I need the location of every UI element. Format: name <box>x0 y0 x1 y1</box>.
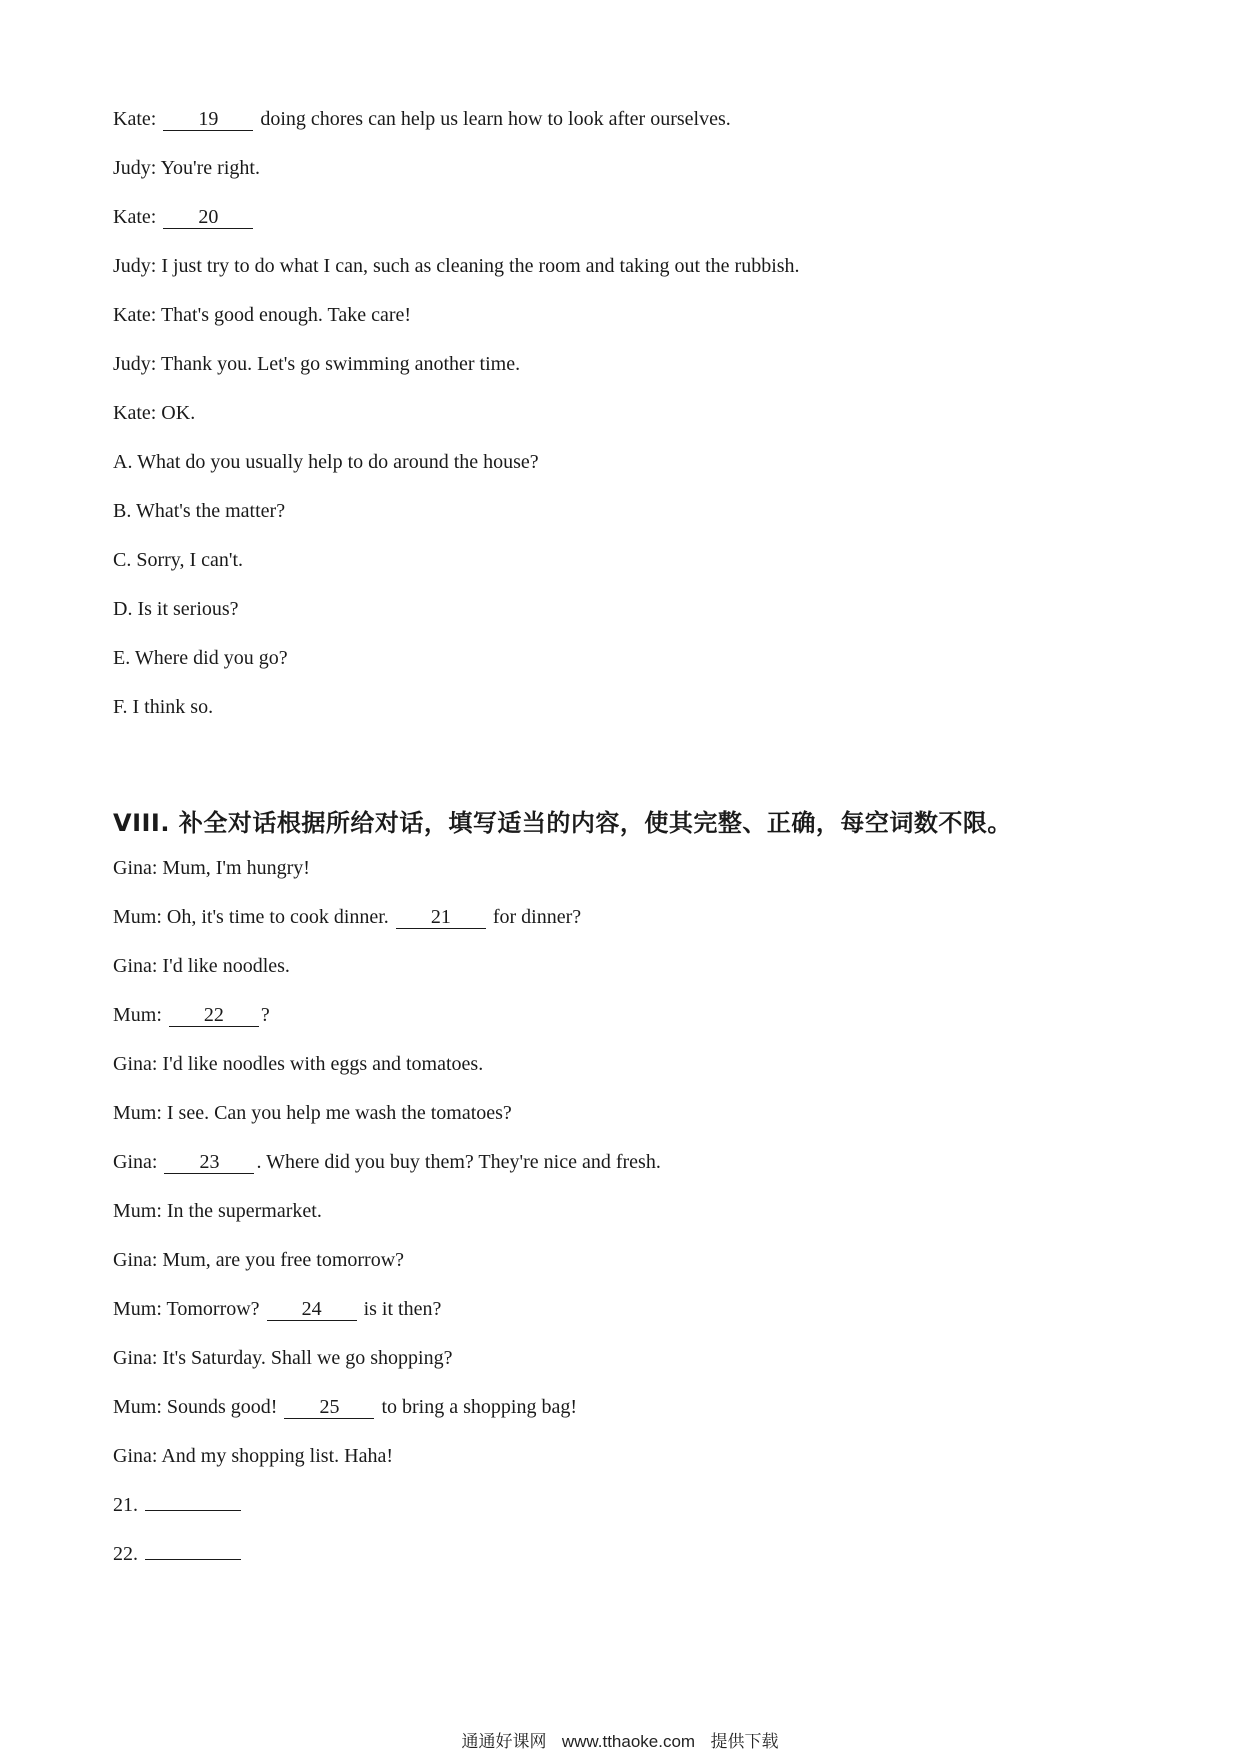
line-text: Mum: <box>113 1004 162 1026</box>
dialogue-line: Kate: OK. <box>113 402 196 424</box>
dialogue-line: Judy: You're right. <box>113 157 260 179</box>
dialogue-line <box>113 1149 661 1175</box>
blank-24: 24 <box>267 1298 357 1321</box>
dialogue-line <box>113 204 255 230</box>
line-text: Mum: Sounds good! <box>113 1396 278 1418</box>
blank-20: 20 <box>163 206 253 229</box>
speaker: Kate: <box>113 108 157 130</box>
option-e: E. Where did you go? <box>113 647 288 669</box>
line-text: for dinner? <box>492 906 582 928</box>
dialogue-line: Mum: I see. Can you help me wash the tomatoes? <box>113 1102 512 1124</box>
section-heading: VIII. 补全对话根据所给对话，填写适当的内容，使其完整、正确，每空词数不限。 <box>113 809 1012 837</box>
answer-number: 22. <box>113 1543 138 1565</box>
line-text: . Where did you buy them? They're nice and fresh. <box>256 1151 661 1173</box>
option-b: B. What's the matter? <box>113 500 286 522</box>
answer-line-21 <box>113 1492 243 1518</box>
answer-line-22 <box>113 1541 243 1567</box>
line-text: Gina: <box>113 1151 158 1173</box>
line-text: is it then? <box>363 1298 442 1320</box>
option-f: F. I think so. <box>113 696 214 718</box>
dialogue-line: Gina: I'd like noodles. <box>113 955 290 977</box>
dialogue-line: Mum: In the supermarket. <box>113 1200 322 1222</box>
blank-19: 19 <box>163 108 253 131</box>
page-footer <box>0 1727 1240 1752</box>
footer-site-name: 通通好课网 <box>461 1732 547 1752</box>
option-a: A. What do you usually help to do around the house? <box>113 451 539 473</box>
footer-download-text: 提供下载 <box>710 1732 779 1752</box>
dialogue-line: Gina: Mum, I'm hungry! <box>113 857 310 879</box>
answer-blank-22[interactable] <box>145 1559 241 1560</box>
answer-blank-21[interactable] <box>145 1510 241 1511</box>
blank-23: 23 <box>164 1151 254 1174</box>
dialogue-line <box>113 1394 577 1420</box>
speaker: Kate: <box>113 206 157 228</box>
dialogue-line <box>113 106 731 132</box>
option-c: C. Sorry, I can't. <box>113 549 244 571</box>
blank-22: 22 <box>169 1004 259 1027</box>
line-text: doing chores can help us learn how to look after ourselves. <box>260 108 731 130</box>
line-text: ? <box>260 1004 270 1026</box>
dialogue-line: Kate: That's good enough. Take care! <box>113 304 412 326</box>
line-text: to bring a shopping bag! <box>381 1396 577 1418</box>
dialogue-line: Gina: Mum, are you free tomorrow? <box>113 1249 405 1271</box>
line-text: Mum: Oh, it's time to cook dinner. <box>113 906 389 928</box>
footer-url[interactable]: www.tthaoke.com <box>561 1732 696 1751</box>
dialogue-line: Gina: And my shopping list. Haha! <box>113 1445 393 1467</box>
line-text: Mum: Tomorrow? <box>113 1298 260 1320</box>
dialogue-line: Gina: It's Saturday. Shall we go shopping? <box>113 1347 453 1369</box>
dialogue-line: Judy: Thank you. Let's go swimming another time. <box>113 353 521 375</box>
dialogue-line <box>113 904 581 930</box>
dialogue-line <box>113 1002 270 1028</box>
option-d: D. Is it serious? <box>113 598 239 620</box>
blank-25: 25 <box>284 1396 374 1419</box>
answer-number: 21. <box>113 1494 138 1516</box>
dialogue-line: Judy: I just try to do what I can, such as cleaning the room and taking out the rubbish. <box>113 255 800 277</box>
dialogue-line <box>113 1296 441 1322</box>
dialogue-line: Gina: I'd like noodles with eggs and tomatoes. <box>113 1053 484 1075</box>
blank-21: 21 <box>396 906 486 929</box>
